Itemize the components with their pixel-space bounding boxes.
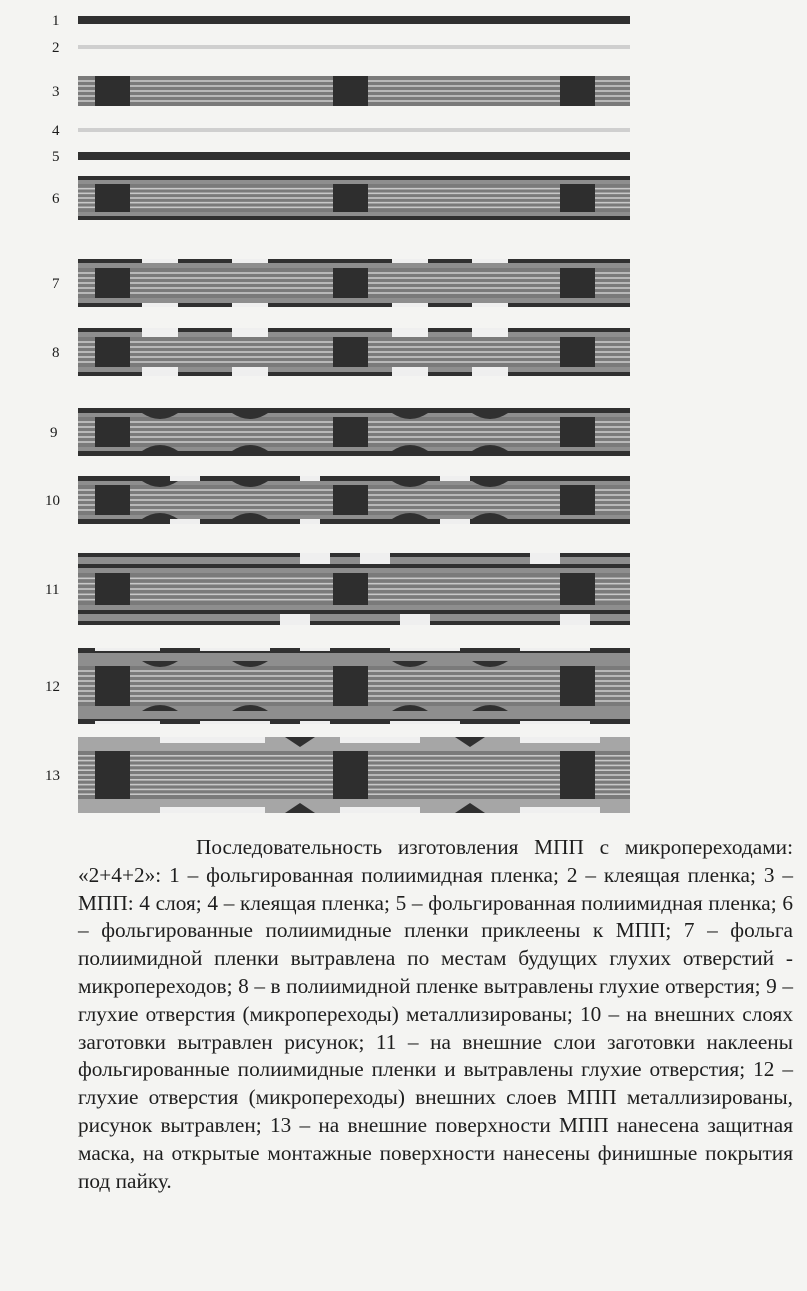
- step-6-drawing: [78, 176, 630, 220]
- copper-foil: [78, 610, 630, 614]
- pad-1: [95, 648, 160, 651]
- pad-4: [390, 648, 460, 651]
- outer-blind-hole-bottom-2: [400, 614, 430, 625]
- adhesive-film: [78, 128, 630, 132]
- step-7-drawing: [78, 259, 630, 307]
- finish-pad-bottom-1: [160, 807, 265, 813]
- step-12-drawing: [78, 648, 630, 724]
- caption-item-5: 5 – фольгированная полиимидная пленка;: [395, 890, 777, 915]
- outer-blind-hole-top-2: [360, 553, 390, 564]
- step-label-9: 9: [50, 425, 58, 441]
- through-via-1: [95, 337, 130, 367]
- microvia-opening-4: [472, 328, 508, 337]
- through-via-3: [560, 417, 595, 447]
- through-via-2: [333, 268, 368, 298]
- through-via-3: [560, 751, 595, 799]
- microvia-opening-4: [472, 303, 508, 307]
- pad-5: [520, 721, 590, 724]
- finish-pad-top-1: [160, 737, 265, 743]
- copper-foil: [78, 176, 630, 180]
- etched-gap-bottom-3: [440, 519, 470, 524]
- step-label-13: 13: [45, 768, 60, 784]
- etched-gap-top-1: [170, 476, 200, 481]
- microvia-opening-2: [232, 328, 268, 337]
- through-via-2: [333, 337, 368, 367]
- step-label-11: 11: [45, 582, 60, 598]
- caption-item-13: 13 – на внешние поверхности МПП нанесена защитная маска, на открытые монтажные поверхности нанесены финишные покрытия под пайку.: [78, 1112, 793, 1193]
- through-via-2: [333, 666, 368, 706]
- caption-item-2: 2 – клеящая пленка;: [566, 862, 756, 887]
- etched-gap-top-2: [300, 476, 320, 481]
- microvia-opening-2: [232, 367, 268, 376]
- adhesive-film: [78, 45, 630, 49]
- caption-item-8: 8 – в полиимидной пленке вытравлены глухие отверстия;: [238, 973, 761, 998]
- microvia-opening-3: [392, 259, 428, 263]
- outer-blind-hole-bottom-3: [560, 614, 590, 625]
- caption-item-11: 11 – на внешние слои заготовки наклеены фольгированные полиимидные пленки и вытравлены глухие отверстия;: [78, 1029, 793, 1082]
- through-via-2: [333, 76, 368, 106]
- step-label-4: 4: [52, 123, 60, 139]
- through-via-3: [560, 573, 595, 605]
- step-2-drawing: [78, 45, 630, 49]
- step-4-drawing: [78, 128, 630, 132]
- finish-pad-top-3: [520, 737, 600, 743]
- microvia-opening-4: [472, 367, 508, 376]
- polyimide-film: [78, 180, 630, 184]
- through-via-1: [95, 485, 130, 515]
- step-5-drawing: [78, 152, 630, 160]
- microvia-opening-1: [142, 328, 178, 337]
- copper-foil: [78, 408, 630, 413]
- copper-foil: [78, 564, 630, 568]
- polyimide-film: [78, 614, 630, 621]
- caption-item-12: 12 – глухие отверстия (микропереходы) внешних слоев МПП металлизированы, рисунок вытравлен;: [78, 1057, 793, 1137]
- step-label-7: 7: [52, 276, 60, 292]
- through-via-3: [560, 337, 595, 367]
- step-label-10: 10: [45, 493, 60, 509]
- step-9-drawing: [78, 408, 630, 456]
- through-via-1: [95, 76, 130, 106]
- step-13-drawing: [78, 737, 630, 813]
- microvia-opening-3: [392, 328, 428, 337]
- polyimide-film: [78, 711, 630, 719]
- through-via-1: [95, 268, 130, 298]
- pad-1: [95, 721, 160, 724]
- pad-3: [300, 648, 330, 651]
- microvia-opening-1: [142, 303, 178, 307]
- copper-foil: [78, 152, 630, 160]
- copper-foil: [78, 16, 630, 24]
- polyimide-film: [78, 568, 630, 573]
- finish-pad-bottom-2: [340, 807, 420, 813]
- microvia-opening-3: [392, 303, 428, 307]
- etched-gap-top-3: [440, 476, 470, 481]
- caption-item-4: 4 – клеящая пленка;: [207, 890, 390, 915]
- step-3-drawing: [78, 76, 630, 106]
- microvia-opening-3: [392, 367, 428, 376]
- step-label-3: 3: [52, 84, 60, 100]
- pad-4: [390, 721, 460, 724]
- polyimide-film: [78, 263, 630, 268]
- step-label-8: 8: [52, 345, 60, 361]
- caption-item-3: 3 – МПП: 4 слоя;: [78, 862, 793, 915]
- through-via-2: [333, 417, 368, 447]
- microvia-opening-1: [142, 259, 178, 263]
- step-10-drawing: [78, 476, 630, 524]
- step-label-6: 6: [52, 191, 60, 207]
- copper-foil: [78, 476, 630, 481]
- through-via-2: [333, 573, 368, 605]
- through-via-3: [560, 666, 595, 706]
- step-labels: [45, 13, 60, 784]
- caption-item-7: 7 – фольга полиимидной пленки вытравлена по местам будущих глухих отверстий - микропереходов;: [78, 918, 794, 998]
- polyimide-film: [78, 212, 630, 216]
- copper-foil: [78, 451, 630, 456]
- polyimide-film: [78, 605, 630, 610]
- pad-2: [200, 648, 270, 651]
- step-label-12: 12: [45, 679, 60, 695]
- pad-3: [300, 721, 330, 724]
- through-via-3: [560, 184, 595, 212]
- step-1-drawing: [78, 16, 630, 24]
- caption-item-10: 10 – на внешних слоях заготовки вытравлен рисунок;: [78, 1001, 794, 1054]
- figure-caption: [78, 834, 793, 1195]
- polyimide-film: [78, 298, 630, 303]
- microvia-opening-1: [142, 367, 178, 376]
- outer-blind-hole-bottom-1: [280, 614, 310, 625]
- through-via-3: [560, 268, 595, 298]
- through-via-1: [95, 573, 130, 605]
- caption-item-1: 1 – фольгированная полиимидная пленка;: [169, 862, 559, 887]
- caption-item-9: 9 – глухие отверстия (микропереходы) металлизированы;: [78, 973, 794, 1026]
- pad-2: [200, 721, 270, 724]
- step-11-drawing: [78, 553, 630, 625]
- polyimide-film: [78, 653, 630, 661]
- microvia-opening-2: [232, 303, 268, 307]
- step-label-5: 5: [52, 149, 60, 165]
- caption-item-6: 6 – фольгированные полиимидные пленки приклеены к МПП;: [78, 890, 793, 943]
- through-via-3: [560, 76, 595, 106]
- outer-blind-hole-top-1: [300, 553, 330, 564]
- copper-foil: [78, 216, 630, 220]
- step-8-drawing: [78, 328, 630, 376]
- through-via-2: [333, 485, 368, 515]
- through-via-1: [95, 666, 130, 706]
- pad-5: [520, 648, 590, 651]
- outer-blind-hole-top-3: [530, 553, 560, 564]
- step-label-1: 1: [52, 13, 60, 29]
- finish-pad-top-2: [340, 737, 420, 743]
- layer-stack-drawings: [78, 16, 630, 813]
- copper-foil: [78, 621, 630, 625]
- caption-title: Последовательность изготовления МПП с микропереходами: «2+4+2»:: [78, 835, 793, 887]
- through-via-1: [95, 417, 130, 447]
- through-via-2: [333, 184, 368, 212]
- copper-foil: [78, 519, 630, 524]
- through-via-3: [560, 485, 595, 515]
- etched-gap-bottom-1: [170, 519, 200, 524]
- microvia-opening-2: [232, 259, 268, 263]
- microvia-opening-4: [472, 259, 508, 263]
- etched-gap-bottom-2: [300, 519, 320, 524]
- through-via-1: [95, 184, 130, 212]
- step-label-2: 2: [52, 40, 60, 56]
- through-via-1: [95, 751, 130, 799]
- finish-pad-bottom-3: [520, 807, 600, 813]
- through-via-2: [333, 751, 368, 799]
